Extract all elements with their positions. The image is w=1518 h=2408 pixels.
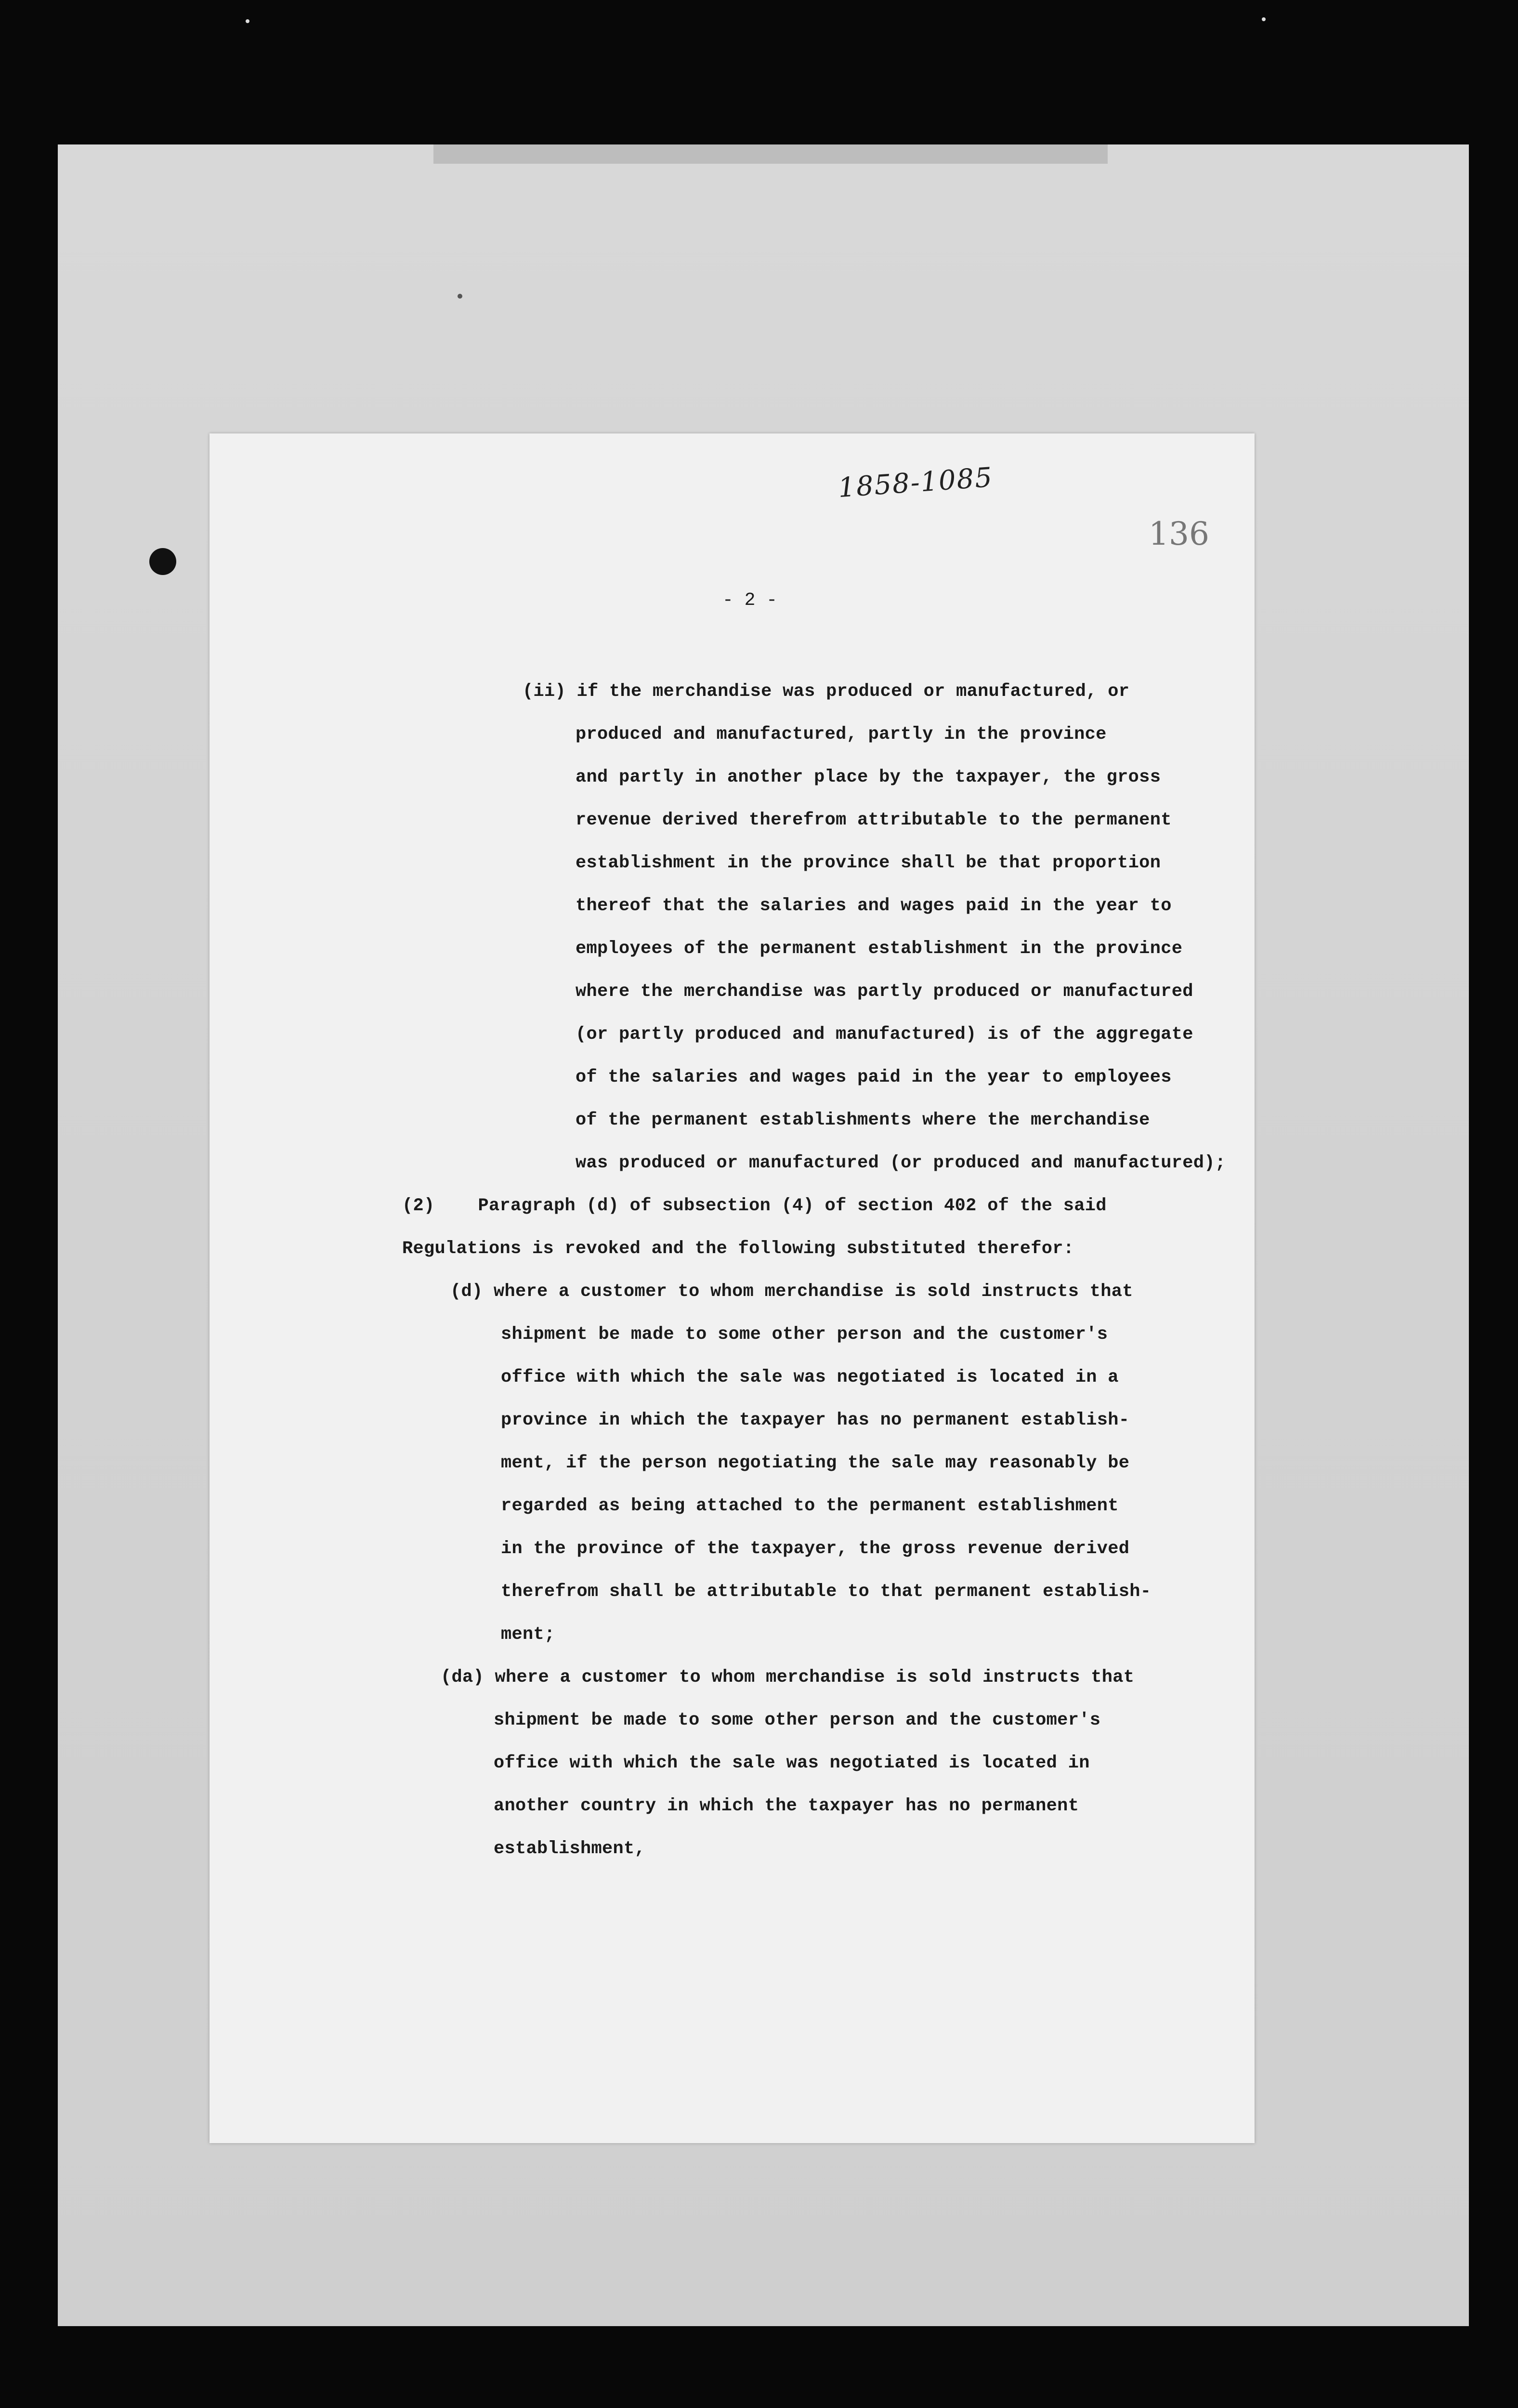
text-line: shipment be made to some other person and the customer's xyxy=(494,1710,1101,1730)
text-line: another country in which the taxpayer has no permanent xyxy=(494,1796,1079,1816)
text-line: shipment be made to some other person and the customer's xyxy=(501,1324,1108,1345)
text-line: office with which the sale was negotiated is located in a xyxy=(501,1367,1119,1387)
text-line: therefrom shall be attributable to that permanent establish- xyxy=(501,1582,1152,1602)
speck xyxy=(1262,17,1266,21)
text-line: thereof that the salaries and wages paid in the year to xyxy=(576,896,1172,916)
text-line: in the province of the taxpayer, the gross revenue derived xyxy=(501,1539,1130,1559)
text-line: of the salaries and wages paid in the year to employees xyxy=(576,1067,1172,1087)
handwritten-reference: 1858-1085 xyxy=(837,461,994,504)
text-line: (2) Paragraph (d) of subsection (4) of section 402 of the said xyxy=(402,1196,1107,1216)
punch-hole xyxy=(149,548,176,575)
text-line: Regulations is revoked and the following substituted therefor: xyxy=(402,1239,1074,1259)
text-line: establishment, xyxy=(494,1839,646,1859)
text-line: produced and manufactured, partly in the province xyxy=(576,724,1107,745)
text-line: employees of the permanent establishment in the province xyxy=(576,939,1183,959)
text-line: and partly in another place by the taxpayer, the gross xyxy=(576,767,1161,787)
speck xyxy=(246,19,249,23)
text-line: ment, if the person negotiating the sale may reasonably be xyxy=(501,1453,1130,1473)
text-line: (or partly produced and manufactured) is of the aggregate xyxy=(576,1024,1193,1045)
speck xyxy=(458,294,462,299)
backing-sheet-shadow xyxy=(433,144,1108,164)
text-line: establishment in the province shall be that proportion xyxy=(576,853,1161,873)
text-line: (d) where a customer to whom merchandise is sold instructs that xyxy=(450,1282,1133,1302)
page-number: - 2 - xyxy=(722,590,778,611)
document-page xyxy=(209,433,1255,2143)
text-line: was produced or manufactured (or produced and manufactured); xyxy=(576,1153,1226,1173)
text-line: where the merchandise was partly produced or manufactured xyxy=(576,982,1193,1002)
text-line: (ii) if the merchandise was produced or manufactured, or xyxy=(523,681,1130,702)
stamped-page-number: 136 xyxy=(1149,515,1209,552)
text-line: regarded as being attached to the permanent establishment xyxy=(501,1496,1119,1516)
text-line: ment; xyxy=(501,1624,555,1645)
text-line: office with which the sale was negotiated is located in xyxy=(494,1753,1090,1773)
text-line: revenue derived therefrom attributable to the permanent xyxy=(576,810,1172,830)
text-line: (da) where a customer to whom merchandise is sold instructs that xyxy=(441,1667,1135,1688)
text-line: province in which the taxpayer has no permanent establish- xyxy=(501,1410,1130,1430)
text-line: of the permanent establishments where the merchandise xyxy=(576,1110,1150,1130)
